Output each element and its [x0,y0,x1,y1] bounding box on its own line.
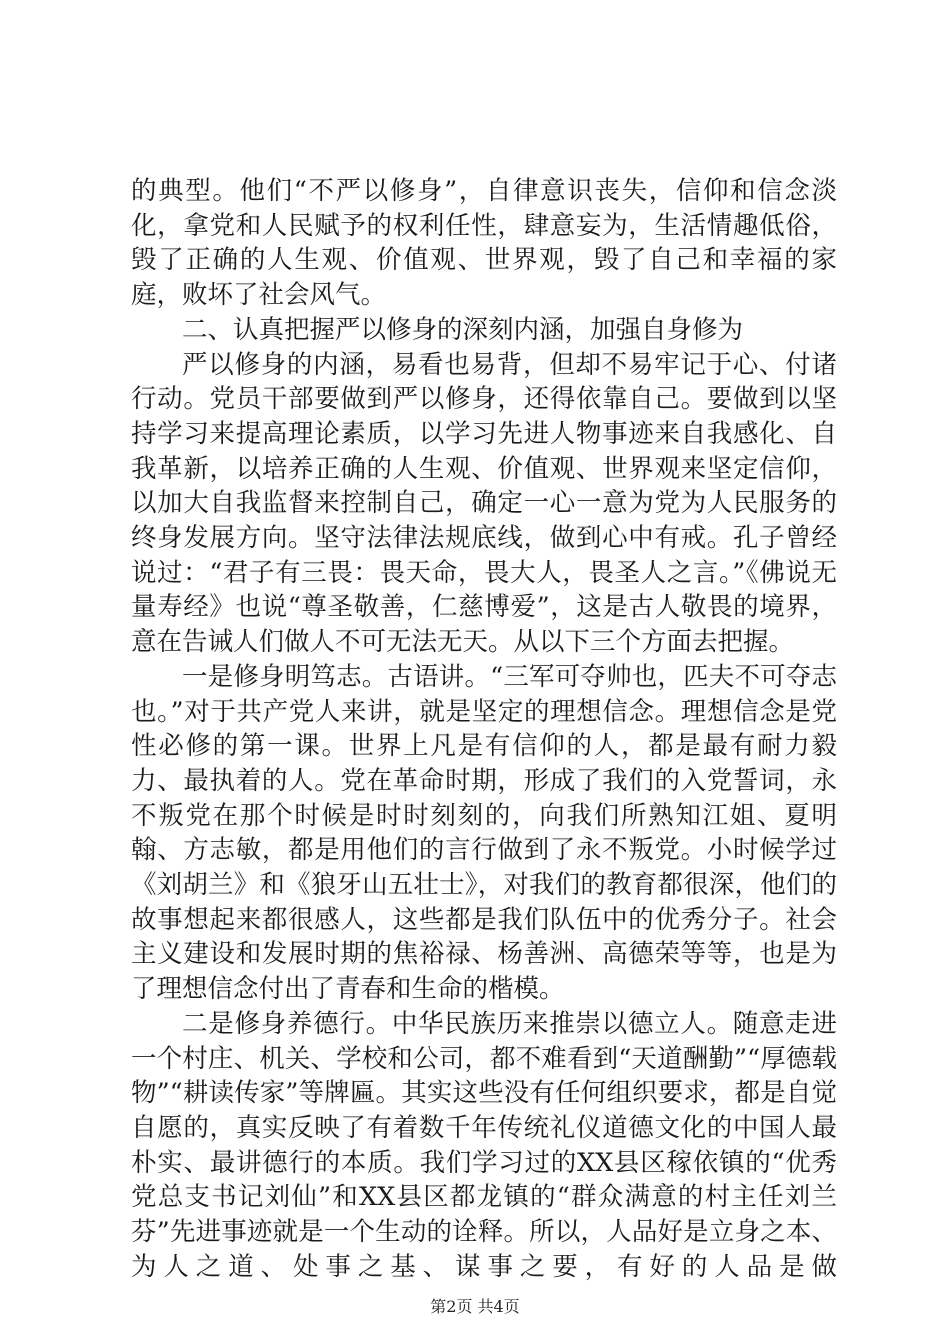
paragraph-4: 二是修身养德行。中华民族历来推崇以德立人。随意走进一个村庄、机关、学校和公司，都不难看到“天道酬勤”“厚德载物”“耕读传家”等牌匾。其实这些没有任何组织要求，都是自觉自愿的，真实反映了有着数千年传统礼仪道德文化的中国人最朴实、最讲德行的本质。我们学习过的XX县区稼依镇的“优秀党总支书记刘仙”和XX县区都龙镇的“群众满意的村主任刘兰芬”先进事迹就是一个生动的诠释。所以，人品好是立身之本、为人之道、处事之基、谋事之要，有好的人品是做 [131,1008,837,1282]
document-body [131,174,837,1285]
paragraph-1: 的典型。他们“不严以修身”，自律意识丧失，信仰和信念淡化，拿党和人民赋予的权利任性，肆意妄为，生活情趣低俗，毁了正确的人生观、价值观、世界观，毁了自己和幸福的家庭，败坏了社会风气。 [131,176,837,311]
section-heading: 二、认真把握严以修身的深刻内涵，加强自身修为 [182,314,744,345]
paragraph-2: 严以修身的内涵，易看也易背，但却不易牢记于心、付诸行动。党员干部要做到严以修身，还得依靠自己。要做到以坚持学习来提高理论素质，以学习先进人物事迹来自我感化、自我革新，以培养正确的人生观、价值观、世界观来坚定信仰，以加大自我监督来控制自己，确定一心一意为党为人民服务的终身发展方向。坚守法律法规底线，做到心中有戒。孔子曾经说过：“君子有三畏：畏天命，畏大人，畏圣人之言。”《佛说无量寿经》也说“尊圣敬善，仁慈博爱”，这是古人敬畏的境界，意在告诫人们做人不可无法无天。从以下三个方面去把握。 [131,349,837,658]
paragraph-3: 一是修身明笃志。古语讲。“三军可夺帅也，匹夫不可夺志也。”对于共产党人来讲，就是坚定的理想信念。理想信念是党性必修的第一课。世界上凡是有信仰的人，都是最有耐力毅力、最执着的人。党在革命时期，形成了我们的入党誓词，永不叛党在那个时候是时时刻刻的，向我们所熟知江姐、夏明翰、方志敏，都是用他们的言行做到了永不叛党。小时候学过《刘胡兰》和《狼牙山五壮士》，对我们的教育都很深，他们的故事想起来都很感人，这些都是我们队伍中的优秀分子。社会主义建设和发展时期的焦裕禄、杨善洲、高德荣等等，也是为了理想信念付出了青春和生命的楷模。 [131,661,837,1005]
page-footer: 第2页 共4页 [430,1297,520,1316]
